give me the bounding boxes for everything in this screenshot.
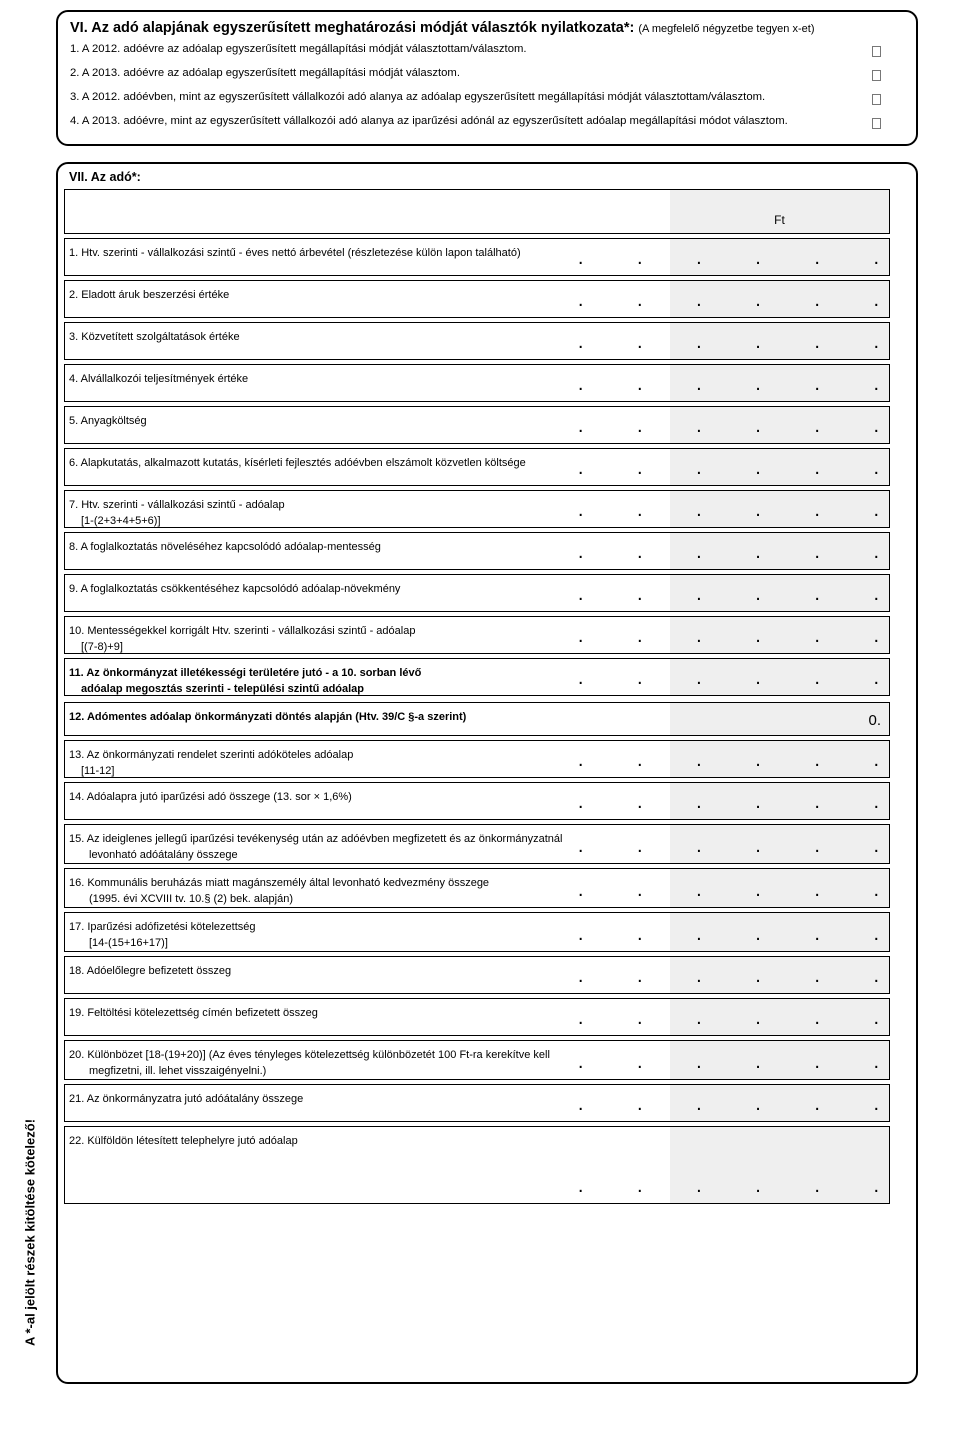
row-label: 6. Alapkutatás, alkalmazott kutatás, kísérleti fejlesztés adóévben elszámolt közvetlen költsége xyxy=(69,457,526,469)
row-label: 16. Kommunális beruházás miatt magánszemély által levonható kedvezmény összege (1995. évi XCVIII tv. 10.§ (2) bek. alapján) xyxy=(69,877,490,905)
row-label: 7. Htv. szerinti - vállalkozási szintű - adóalap [1-(2+3+4+5+6)] xyxy=(69,499,285,527)
tax-row-1 xyxy=(64,238,903,276)
tax-row-12 xyxy=(64,702,890,736)
section-vi-box xyxy=(56,10,918,146)
tax-row-15 xyxy=(64,824,903,864)
row-label: 11. Az önkormányzat illetékességi területére jutó - a 10. sorban lévő adóalap megosztás szerinti - települési szintű adóalap xyxy=(69,667,422,695)
row-label: 19. Feltöltési kötelezettség címén befizetett összeg xyxy=(69,1007,318,1019)
amount-field[interactable]: . . . . . . xyxy=(670,1085,889,1121)
row-12-value: 0. xyxy=(868,712,881,729)
tax-row-3 xyxy=(64,322,903,360)
amount-field[interactable]: . . . . . . xyxy=(670,659,889,695)
option-1-label: 1. A 2012. adóévre az adóalap egyszerűsített megállapítási módját választottam/választom. xyxy=(70,43,527,55)
row-label: 22. Külföldön létesített telephelyre jutó adóalap xyxy=(69,1135,298,1147)
amount-field[interactable]: . . . . . . xyxy=(670,239,889,275)
amount-field[interactable]: . . . . . . xyxy=(670,617,889,653)
option-2-label: 2. A 2013. adóévre az adóalap egyszerűsített megállapítási módját választom. xyxy=(70,67,460,79)
amount-field[interactable]: . . . . . . xyxy=(670,999,889,1035)
amount-field[interactable]: . . . . . . xyxy=(670,323,889,359)
row-label: 13. Az önkormányzati rendelet szerinti adóköteles adóalap [11-12] xyxy=(69,749,354,777)
option-3-checkbox[interactable] xyxy=(872,94,881,105)
amount-field[interactable]: . . . . . . xyxy=(670,825,889,863)
amount-field[interactable]: . . . . . . xyxy=(670,1127,889,1203)
row-label: 3. Közvetített szolgáltatások értéke xyxy=(69,331,240,343)
section-vii-title: VII. Az adó*: xyxy=(69,170,141,184)
tax-row-7 xyxy=(64,490,903,528)
row-label: 15. Az ideiglenes jellegű iparűzési tevékenység után az adóévben megfizetett és az önkormányzatnál levonható adóátalány összege xyxy=(69,833,563,861)
currency-header-cell xyxy=(670,190,889,233)
mandatory-fields-note: A *-al jelölt részek kitöltése kötelező! xyxy=(22,1118,38,1347)
tax-row-16 xyxy=(64,868,903,908)
amount-field[interactable]: . . . . . . xyxy=(670,533,889,569)
amount-field[interactable]: . . . . . . xyxy=(670,575,889,611)
option-4-label: 4. A 2013. adóévre, mint az egyszerűsített vállalkozói adó alanya az iparűzési adónál az egyszerűsített adóalap megállapítási módot választom. xyxy=(70,115,788,127)
tax-row-9 xyxy=(64,574,903,612)
amount-field[interactable]: . . . . . . xyxy=(670,783,889,819)
row-label: 2. Eladott áruk beszerzési értéke xyxy=(69,289,230,301)
option-1-checkbox[interactable] xyxy=(872,46,881,57)
currency-label: Ft xyxy=(774,213,785,227)
tax-row-10 xyxy=(64,616,903,654)
section-vi-instruction: (A megfelelő négyzetbe tegyen x-et) xyxy=(638,23,815,35)
row-label: 20. Különbözet [18-(19+20)] (Az éves tényleges kötelezettség különbözetét 100 Ft-ra kerekítve kell megfizetni, ill. lehet visszaigényelni.) xyxy=(69,1049,550,1077)
tax-row-17 xyxy=(64,912,903,952)
section-vii-box xyxy=(56,162,918,1384)
row-label: 17. Iparűzési adófizetési kötelezettség [14-(15+16+17)] xyxy=(69,921,256,949)
option-2-checkbox[interactable] xyxy=(872,70,881,81)
row-label: 4. Alvállalkozói teljesítmények értéke xyxy=(69,373,249,385)
amount-field[interactable]: . . . . . . xyxy=(670,281,889,317)
row-label: 18. Adóelőlegre befizetett összeg xyxy=(69,965,232,977)
tax-row-5 xyxy=(64,406,903,444)
tax-row-11 xyxy=(64,658,903,696)
amount-field[interactable]: . . . . . . xyxy=(670,741,889,777)
tax-row-19 xyxy=(64,998,903,1036)
tax-row-21 xyxy=(64,1084,903,1122)
row-label: 1. Htv. szerinti - vállalkozási szintű - éves nettó árbevétel (részletezése külön lapon található) xyxy=(69,247,521,259)
amount-field[interactable]: . . . . . . xyxy=(670,957,889,993)
currency-header-row xyxy=(64,189,890,234)
row-label: 14. Adóalapra jutó iparűzési adó összege (13. sor × 1,6%) xyxy=(69,791,352,803)
amount-field[interactable]: . . . . . . xyxy=(670,491,889,527)
row-label: 21. Az önkormányzatra jutó adóátalány összege xyxy=(69,1093,304,1105)
tax-row-14 xyxy=(64,782,903,820)
row-label: 9. A foglalkoztatás csökkentéséhez kapcsolódó adóalap-növekmény xyxy=(69,583,401,595)
amount-field[interactable]: . . . . . . xyxy=(670,869,889,907)
row-label: 5. Anyagköltség xyxy=(69,415,147,427)
tax-row-13 xyxy=(64,740,903,778)
amount-field[interactable]: . . . . . . xyxy=(670,407,889,443)
amount-field[interactable]: . . . . . . xyxy=(670,449,889,485)
amount-field[interactable]: . . . . . . xyxy=(670,365,889,401)
tax-row-6 xyxy=(64,448,903,486)
row-label: 12. Adómentes adóalap önkormányzati döntés alapján (Htv. 39/C §-a szerint) xyxy=(69,711,467,723)
option-4-checkbox[interactable] xyxy=(872,118,881,129)
tax-row-18 xyxy=(64,956,903,994)
tax-row-8 xyxy=(64,532,903,570)
amount-field[interactable]: . . . . . . xyxy=(670,1041,889,1079)
tax-row-4 xyxy=(64,364,903,402)
option-3-label: 3. A 2012. adóévben, mint az egyszerűsített vállalkozói adó alanya az adóalap egyszerűsített megállapítási módját választottam/választom. xyxy=(70,91,766,103)
amount-field[interactable] xyxy=(670,703,889,735)
tax-row-22 xyxy=(64,1126,903,1204)
tax-row-20 xyxy=(64,1040,903,1080)
section-vi-title: VI. Az adó alapjának egyszerűsített meghatározási módját választók nyilatkozata*: (A megfelelő négyzetbe tegyen x-et) xyxy=(70,20,815,36)
row-label: 8. A foglalkoztatás növeléséhez kapcsolódó adóalap-mentesség xyxy=(69,541,381,553)
row-label: 10. Mentességekkel korrigált Htv. szerinti - vállalkozási szintű - adóalap [(7-8)+9] xyxy=(69,625,416,653)
tax-row-2 xyxy=(64,280,903,318)
amount-field[interactable]: . . . . . . xyxy=(670,913,889,951)
